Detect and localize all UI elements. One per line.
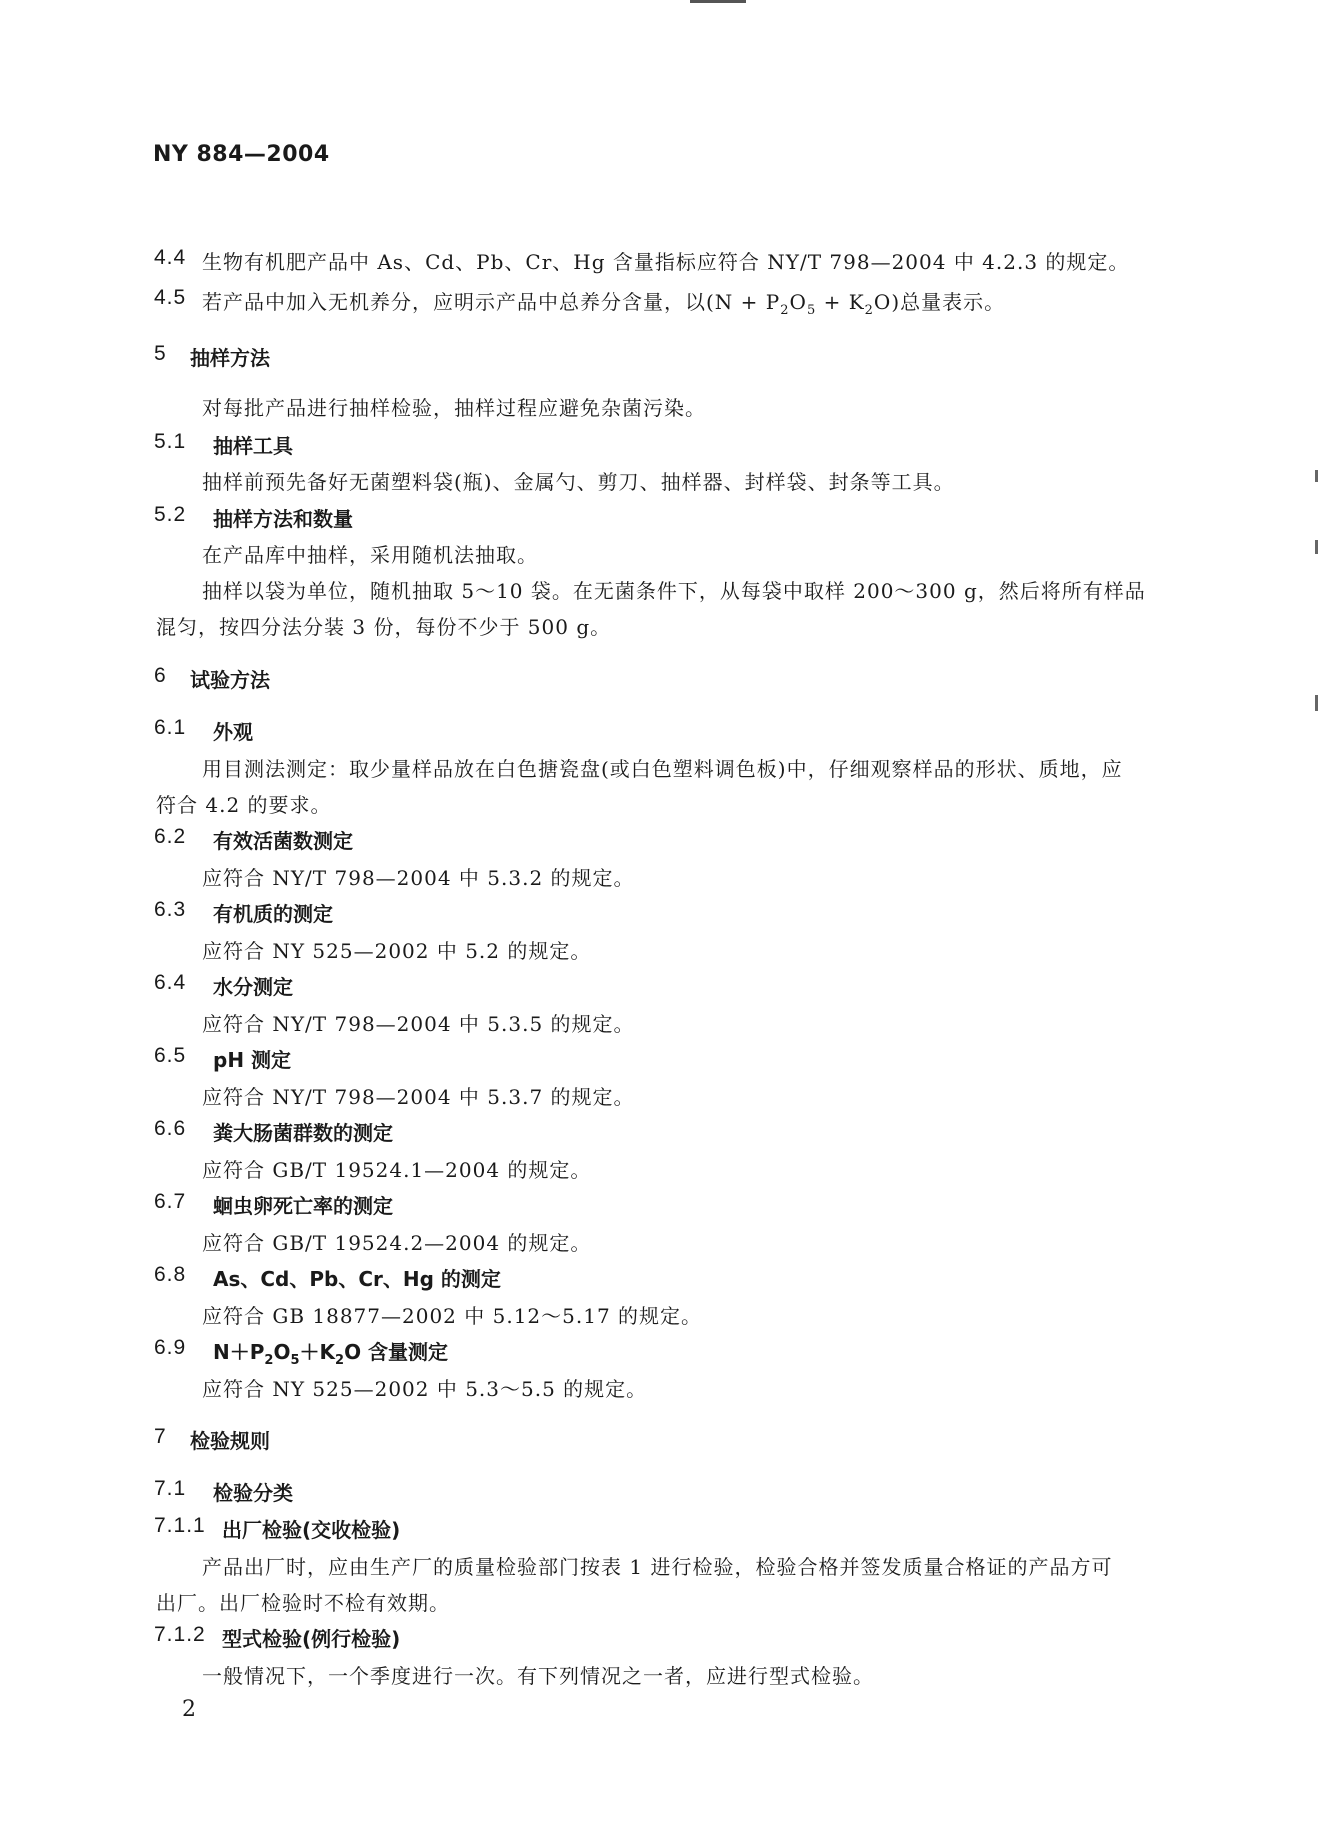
- paragraph-continued: 符合 4.2 的要求。: [156, 793, 332, 817]
- clause-title: 水分测定: [213, 975, 293, 999]
- clause-number: 6.2: [154, 825, 187, 848]
- clause-number: 7.1.1: [154, 1514, 206, 1537]
- paragraph: 应符合 GB/T 19524.2—2004 的规定。: [202, 1231, 592, 1255]
- paragraph: 应符合 NY/T 798—2004 中 5.3.2 的规定。: [202, 866, 635, 890]
- clause-title: 型式检验(例行检验): [222, 1627, 401, 1651]
- clause-title: $N+P_2O_5+K_2O$ 含量测定: [213, 1340, 449, 1368]
- clause-title: 蛔虫卵死亡率的测定: [213, 1194, 393, 1218]
- clause-text: 生物有机肥产品中 As、Cd、Pb、Cr、Hg 含量指标应符合 NY/T 798—2004 中 4.2.3 的规定。: [202, 250, 1130, 274]
- clause-title: 检验分类: [213, 1481, 293, 1505]
- clause-number: 4.5: [154, 286, 187, 309]
- paragraph: 应符合 NY 525—2002 中 5.2 的规定。: [202, 939, 592, 963]
- page-number: 2: [182, 1697, 196, 1722]
- paragraph: 应符合 GB/T 19524.1—2004 的规定。: [202, 1158, 592, 1182]
- clause-text: 若产品中加入无机养分，应明示产品中总养分含量，以$(N + P_2O_5 + K_2O)$总量表示。: [202, 290, 1006, 318]
- clause-number: 6.3: [154, 898, 187, 921]
- clause-title: 抽样方法和数量: [213, 507, 353, 531]
- clause-number: 6.6: [154, 1117, 187, 1140]
- clause-title: 外观: [213, 720, 253, 744]
- paragraph: 应符合 GB 18877—2002 中 5.12～5.17 的规定。: [202, 1304, 703, 1328]
- clause-number: 5.2: [154, 503, 187, 526]
- clause-number: 7.1.2: [154, 1623, 206, 1646]
- clause-number: 5.1: [154, 430, 187, 453]
- section-title: 试验方法: [190, 668, 270, 692]
- clause-title: pH 测定: [213, 1048, 292, 1072]
- section-number: 7: [154, 1425, 166, 1448]
- clause-number: 4.4: [154, 246, 187, 269]
- clause-number: 7.1: [154, 1477, 187, 1500]
- section-title: 抽样方法: [190, 346, 270, 370]
- paragraph: 应符合 NY/T 798—2004 中 5.3.7 的规定。: [202, 1085, 635, 1109]
- clause-title: 粪大肠菌群数的测定: [213, 1121, 393, 1145]
- section-number: 6: [154, 664, 166, 687]
- paragraph: 抽样前预先备好无菌塑料袋(瓶)、金属勺、剪刀、抽样器、封样袋、封条等工具。: [202, 470, 955, 494]
- clause-number: 6.9: [154, 1336, 187, 1359]
- clause-number: 6.5: [154, 1044, 187, 1067]
- clause-title: 抽样工具: [213, 434, 293, 458]
- clause-number: 6.1: [154, 716, 187, 739]
- paragraph: 在产品库中抽样，采用随机法抽取。: [202, 543, 538, 567]
- paragraph: 一般情况下，一个季度进行一次。有下列情况之一者，应进行型式检验。: [202, 1664, 874, 1688]
- top-edge-mark: [690, 0, 746, 3]
- clause-title: As、Cd、Pb、Cr、Hg 的测定: [213, 1267, 501, 1291]
- paragraph-continued: 出厂。出厂检验时不检有效期。: [156, 1591, 450, 1615]
- section-title: 检验规则: [190, 1429, 270, 1453]
- paragraph: 对每批产品进行抽样检验，抽样过程应避免杂菌污染。: [202, 396, 706, 420]
- clause-number: 6.4: [154, 971, 187, 994]
- paragraph: 应符合 NY 525—2002 中 5.3～5.5 的规定。: [202, 1377, 648, 1401]
- clause-number: 6.8: [154, 1263, 187, 1286]
- clause-title: 有效活菌数测定: [213, 829, 353, 853]
- standard-code: NY 884—2004: [153, 142, 330, 167]
- clause-number: 6.7: [154, 1190, 187, 1213]
- section-number: 5: [154, 342, 166, 365]
- clause-title: 出厂检验(交收检验): [222, 1518, 401, 1542]
- paragraph: 应符合 NY/T 798—2004 中 5.3.5 的规定。: [202, 1012, 635, 1036]
- paragraph-continued: 混匀，按四分法分装 3 份，每份不少于 500 g。: [156, 615, 612, 639]
- paragraph: 用目测法测定：取少量样品放在白色搪瓷盘(或白色塑料调色板)中，仔细观察样品的形状、质地，应: [202, 757, 1123, 781]
- clause-title: 有机质的测定: [213, 902, 333, 926]
- paragraph: 产品出厂时，应由生产厂的质量检验部门按表 1 进行检验，检验合格并签发质量合格证的产品方可: [202, 1555, 1113, 1579]
- paragraph: 抽样以袋为单位，随机抽取 5～10 袋。在无菌条件下，从每袋中取样 200～300 g，然后将所有样品: [202, 579, 1146, 603]
